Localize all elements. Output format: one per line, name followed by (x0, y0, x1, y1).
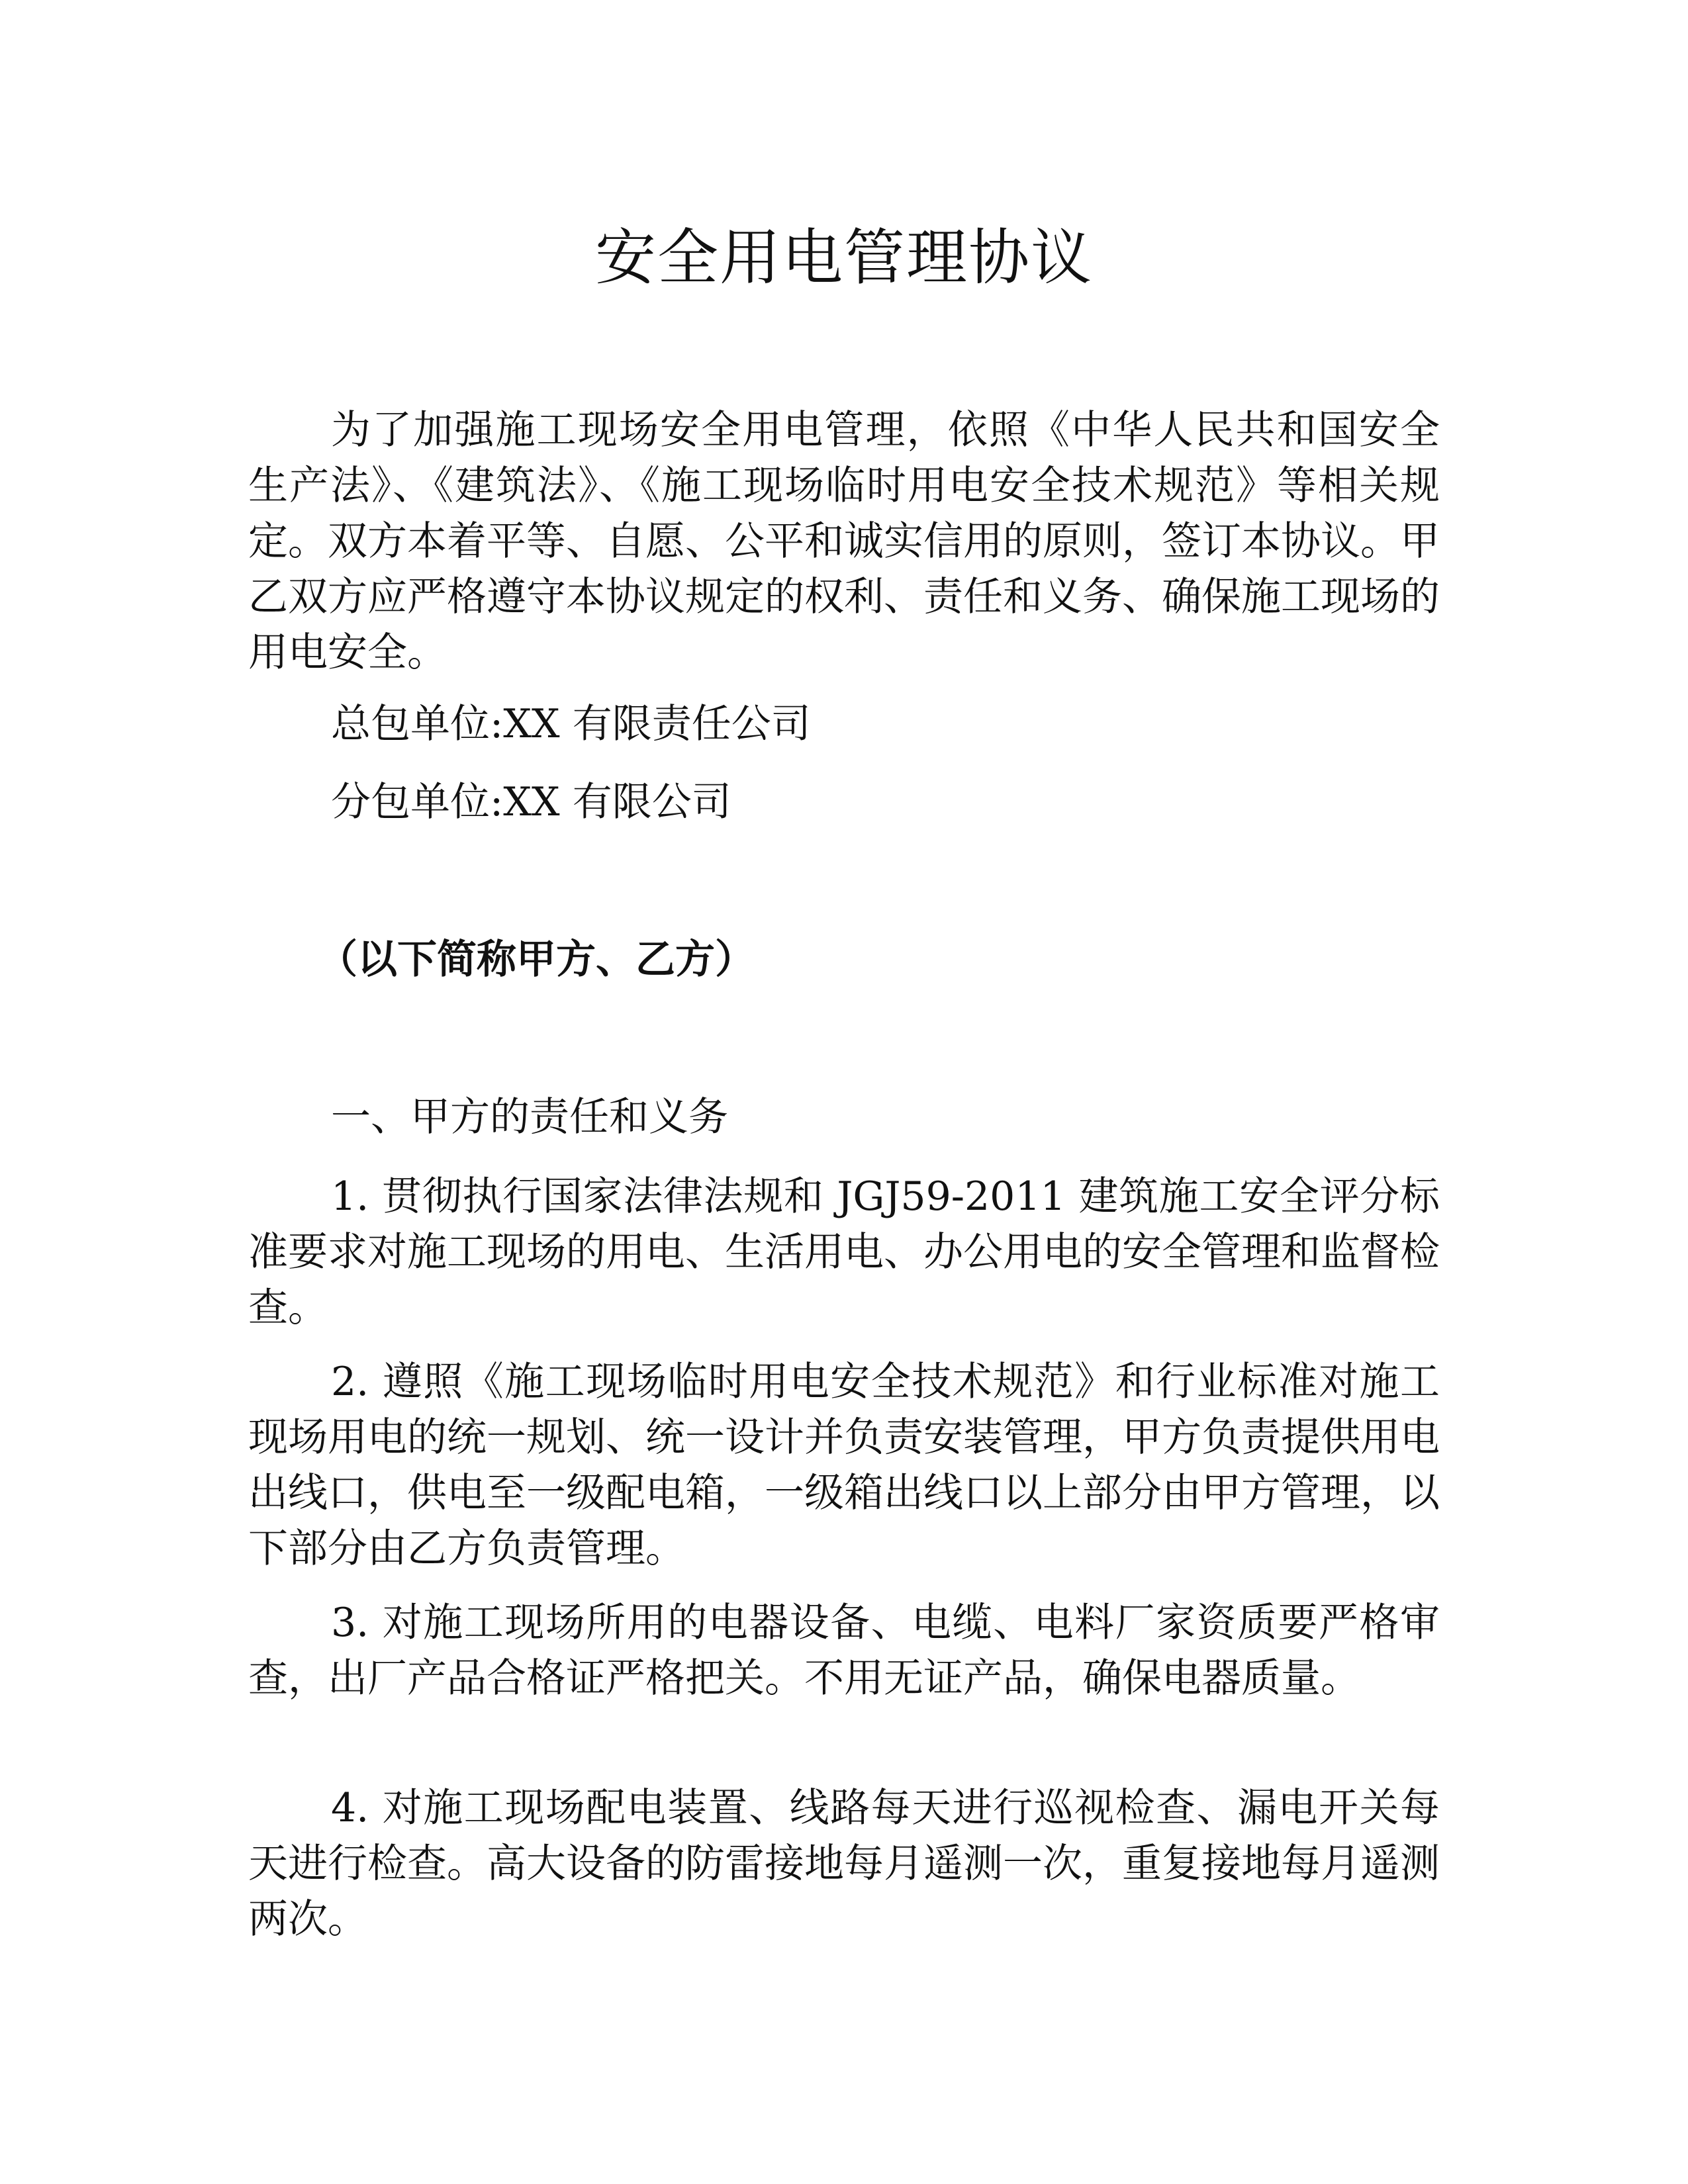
section-1-heading: 一、甲方的责任和义务 (331, 1094, 728, 1140)
clause-2: 2. 遵照《施工现场临时用电安全技术规范》和行业标准对施工现场用电的统一规划、统一设计并负责安装管理，甲方负责提供用电出线口，供电至一级配电箱，一级箱出线口以上部分由甲方管理，以下部分由乙方负责管理。 (248, 1359, 1440, 1572)
clause-3: 3. 对施工现场所用的电器设备、电缆、电料厂家资质要严格审查，出厂产品合格证严格把关。不用无证产品，确保电器质量。 (248, 1600, 1440, 1702)
clause-4: 4. 对施工现场配电装置、线路每天进行巡视检查、漏电开关每天进行检查。高大设备的防雷接地每月遥测一次，重复接地每月遥测两次。 (248, 1785, 1440, 1942)
abbreviation-note: （以下简称甲方、乙方） (318, 936, 755, 983)
intro-paragraph: 为了加强施工现场安全用电管理，依照《中华人民共和国安全生产法》、《建筑法》、《施工现场临时用电安全技术规范》等相关规定。双方本着平等、自愿、公平和诚实信用的原则，签订本协议。甲乙双方应严格遵守本协议规定的权利、责任和义务、确保施工现场的用电安全。 (248, 407, 1440, 676)
general-contractor-line: 总包单位:XX 有限责任公司 (331, 701, 811, 747)
clause-1: 1. 贯彻执行国家法律法规和 JGJ59-2011 建筑施工安全评分标准要求对施工现场的用电、生活用电、办公用电的安全管理和监督检查。 (248, 1173, 1440, 1331)
document-title: 安全用电管理协议 (594, 222, 1093, 293)
subcontractor-line: 分包单位:XX 有限公司 (331, 779, 731, 825)
